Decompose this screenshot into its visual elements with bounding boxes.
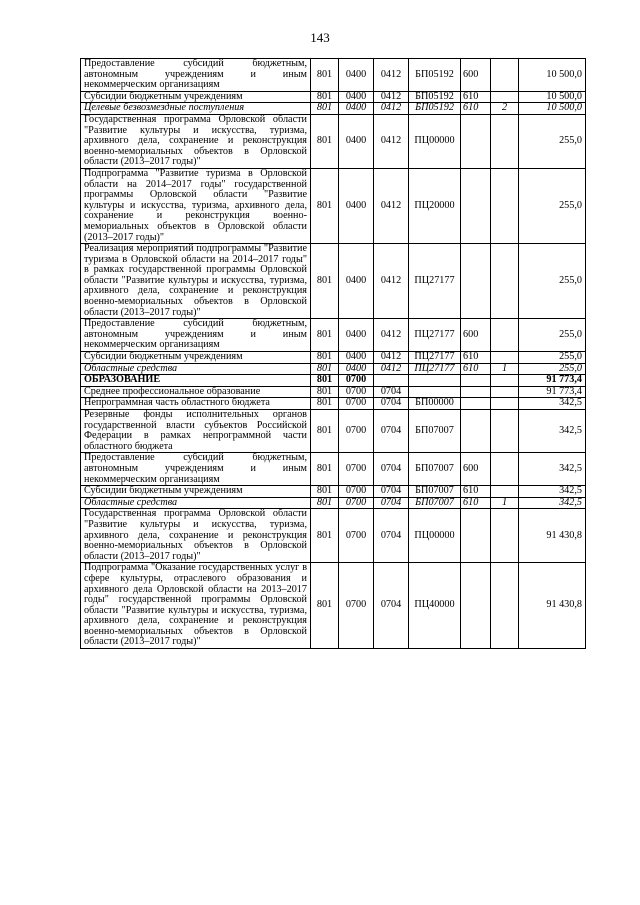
table-row [81, 386, 586, 398]
row-classifier-code [491, 352, 519, 364]
row-target-article: ПЦ40000 [409, 563, 461, 649]
table-row [81, 453, 586, 486]
row-target-article: ПЦ20000 [409, 168, 461, 243]
row-target-article: БП05192 [409, 91, 461, 103]
table-row [81, 410, 586, 453]
row-subsection-code: 0704 [374, 386, 409, 398]
row-subsection-code: 0704 [374, 509, 409, 563]
row-amount: 342,5 [519, 453, 586, 486]
row-section-code: 0700 [339, 563, 374, 649]
row-amount: 255,0 [519, 114, 586, 168]
row-subsection-code: 0704 [374, 453, 409, 486]
row-classifier-code [491, 410, 519, 453]
row-section-code: 0400 [339, 59, 374, 92]
table-row [81, 486, 586, 498]
row-classifier-code [491, 509, 519, 563]
row-amount: 342,5 [519, 486, 586, 498]
row-section-code: 0400 [339, 103, 374, 115]
row-classifier-code [491, 486, 519, 498]
table-row [81, 114, 586, 168]
row-subsection-code: 0704 [374, 410, 409, 453]
budget-table [80, 58, 586, 649]
row-classifier-code [491, 91, 519, 103]
row-target-article: БП00000 [409, 398, 461, 410]
row-expense-type: 610 [461, 103, 491, 115]
row-amount: 255,0 [519, 363, 586, 375]
row-name: Подпрограмма "Развитие туризма в Орловской области на 2014–2017 годы" государственной программы Орловской области "Развитие культуры и искусства, туризма, архивного дела, сохранение и реконструкция военно-мемориальных объектов в Орловской области (2013–2017 годы)" [81, 168, 311, 243]
row-classifier-code [491, 244, 519, 319]
row-department-code: 801 [311, 375, 339, 387]
row-subsection-code: 0412 [374, 363, 409, 375]
row-subsection-code: 0412 [374, 168, 409, 243]
row-amount: 255,0 [519, 244, 586, 319]
row-name: Целевые безвозмездные поступления [81, 103, 311, 115]
row-subsection-code: 0412 [374, 59, 409, 92]
table-row [81, 103, 586, 115]
row-department-code: 801 [311, 59, 339, 92]
row-name: Государственная программа Орловской области "Развитие культуры и искусства, туризма, архивного дела, сохранение и реконструкция военно-мемориальных объектов в Орловской области (2013–2017 годы)" [81, 114, 311, 168]
row-name: Среднее профессиональное образование [81, 386, 311, 398]
table-row [81, 363, 586, 375]
row-department-code: 801 [311, 410, 339, 453]
budget-table-body [81, 59, 586, 649]
table-row [81, 244, 586, 319]
row-target-article [409, 375, 461, 387]
row-section-code: 0700 [339, 410, 374, 453]
row-department-code: 801 [311, 497, 339, 509]
row-name: Государственная программа Орловской области "Развитие культуры и искусства, туризма, архивного дела, сохранение и реконструкция военно-мемориальных объектов в Орловской области (2013–2017 годы)" [81, 509, 311, 563]
row-name: Субсидии бюджетным учреждениям [81, 486, 311, 498]
row-amount: 10 500,0 [519, 103, 586, 115]
row-subsection-code: 0412 [374, 352, 409, 364]
row-amount: 342,5 [519, 398, 586, 410]
row-classifier-code [491, 386, 519, 398]
row-classifier-code [491, 168, 519, 243]
row-name: Субсидии бюджетным учреждениям [81, 91, 311, 103]
row-amount: 91 773,4 [519, 375, 586, 387]
row-subsection-code: 0412 [374, 244, 409, 319]
table-row [81, 375, 586, 387]
row-expense-type [461, 114, 491, 168]
row-name: Областные средства [81, 363, 311, 375]
row-section-code: 0700 [339, 497, 374, 509]
row-classifier-code: 1 [491, 497, 519, 509]
row-expense-type: 600 [461, 453, 491, 486]
row-amount: 342,5 [519, 497, 586, 509]
row-department-code: 801 [311, 453, 339, 486]
table-row [81, 509, 586, 563]
row-expense-type [461, 509, 491, 563]
row-department-code: 801 [311, 319, 339, 352]
row-target-article: ПЦ00000 [409, 509, 461, 563]
row-target-article: ПЦ27177 [409, 319, 461, 352]
row-department-code: 801 [311, 563, 339, 649]
row-classifier-code [491, 375, 519, 387]
row-department-code: 801 [311, 91, 339, 103]
row-amount: 91 773,4 [519, 386, 586, 398]
row-subsection-code: 0704 [374, 398, 409, 410]
table-row [81, 398, 586, 410]
row-amount: 255,0 [519, 352, 586, 364]
row-department-code: 801 [311, 509, 339, 563]
row-expense-type [461, 168, 491, 243]
row-classifier-code: 2 [491, 103, 519, 115]
row-department-code: 801 [311, 352, 339, 364]
row-expense-type [461, 386, 491, 398]
row-name: Субсидии бюджетным учреждениям [81, 352, 311, 364]
row-target-article: ПЦ00000 [409, 114, 461, 168]
table-row [81, 563, 586, 649]
row-section-code: 0400 [339, 352, 374, 364]
row-name: Предоставление субсидий бюджетным, автономным учреждениям и иным некоммерческим организациям [81, 453, 311, 486]
row-amount: 255,0 [519, 319, 586, 352]
row-subsection-code: 0704 [374, 486, 409, 498]
row-name: Непрограммная часть областного бюджета [81, 398, 311, 410]
row-classifier-code [491, 563, 519, 649]
table-row [81, 497, 586, 509]
row-amount: 342,5 [519, 410, 586, 453]
row-expense-type: 600 [461, 319, 491, 352]
row-name: ОБРАЗОВАНИЕ [81, 375, 311, 387]
row-target-article: ПЦ27177 [409, 352, 461, 364]
row-expense-type [461, 410, 491, 453]
row-department-code: 801 [311, 103, 339, 115]
row-name: Реализация мероприятий подпрограммы "Развитие туризма в Орловской области на 2014–2017 годы" в рамках государственной программы Орловской области "Развитие культуры и искусства, туризма, архивного дела, сохранение и реконструкция военно-мемориальных объектов в Орловской области (2013–2017 годы)" [81, 244, 311, 319]
row-target-article: БП07007 [409, 410, 461, 453]
row-department-code: 801 [311, 398, 339, 410]
row-amount: 255,0 [519, 168, 586, 243]
row-department-code: 801 [311, 244, 339, 319]
table-row [81, 319, 586, 352]
row-section-code: 0400 [339, 244, 374, 319]
row-expense-type: 610 [461, 352, 491, 364]
row-target-article: БП07007 [409, 486, 461, 498]
row-department-code: 801 [311, 386, 339, 398]
row-subsection-code: 0412 [374, 91, 409, 103]
row-target-article: БП07007 [409, 497, 461, 509]
row-expense-type [461, 398, 491, 410]
row-subsection-code [374, 375, 409, 387]
row-target-article: ПЦ27177 [409, 363, 461, 375]
row-expense-type: 610 [461, 486, 491, 498]
row-department-code: 801 [311, 168, 339, 243]
row-amount: 10 500,0 [519, 59, 586, 92]
row-name: Предоставление субсидий бюджетным, автономным учреждениям и иным некоммерческим организациям [81, 59, 311, 92]
row-expense-type: 610 [461, 497, 491, 509]
row-name: Подпрограмма "Оказание государственных услуг в сфере культуры, отраслевого образования и архивного дела Орловской области на 2013–2017 годы" государственной программы Орловской области "Развитие культуры и искусства, туризма, архивного дела, сохранение и реконструкция военно-мемориальных объектов в Орловской области (2013–2017 годы)" [81, 563, 311, 649]
row-subsection-code: 0704 [374, 497, 409, 509]
row-department-code: 801 [311, 363, 339, 375]
row-amount: 91 430,8 [519, 509, 586, 563]
row-expense-type [461, 563, 491, 649]
table-row [81, 352, 586, 364]
row-subsection-code: 0412 [374, 319, 409, 352]
row-classifier-code [491, 453, 519, 486]
row-classifier-code [491, 319, 519, 352]
row-target-article [409, 386, 461, 398]
row-amount: 91 430,8 [519, 563, 586, 649]
row-department-code: 801 [311, 114, 339, 168]
row-section-code: 0700 [339, 486, 374, 498]
row-expense-type [461, 375, 491, 387]
row-section-code: 0700 [339, 453, 374, 486]
table-row [81, 91, 586, 103]
row-target-article: БП05192 [409, 103, 461, 115]
row-section-code: 0700 [339, 375, 374, 387]
row-target-article: ПЦ27177 [409, 244, 461, 319]
row-name: Предоставление субсидий бюджетным, автономным учреждениям и иным некоммерческим организациям [81, 319, 311, 352]
row-name: Областные средства [81, 497, 311, 509]
row-expense-type: 600 [461, 59, 491, 92]
row-classifier-code [491, 114, 519, 168]
row-target-article: БП07007 [409, 453, 461, 486]
row-subsection-code: 0412 [374, 103, 409, 115]
row-amount: 10 500,0 [519, 91, 586, 103]
page-number: 143 [310, 30, 330, 45]
table-row [81, 168, 586, 243]
row-section-code: 0700 [339, 509, 374, 563]
row-expense-type: 610 [461, 363, 491, 375]
row-expense-type [461, 244, 491, 319]
row-classifier-code [491, 398, 519, 410]
row-section-code: 0700 [339, 386, 374, 398]
row-section-code: 0400 [339, 319, 374, 352]
row-section-code: 0400 [339, 91, 374, 103]
row-section-code: 0400 [339, 114, 374, 168]
row-expense-type: 610 [461, 91, 491, 103]
row-section-code: 0400 [339, 168, 374, 243]
row-classifier-code [491, 59, 519, 92]
row-subsection-code: 0704 [374, 563, 409, 649]
table-row [81, 59, 586, 92]
row-target-article: БП05192 [409, 59, 461, 92]
row-section-code: 0400 [339, 363, 374, 375]
row-classifier-code: 1 [491, 363, 519, 375]
row-section-code: 0700 [339, 398, 374, 410]
row-subsection-code: 0412 [374, 114, 409, 168]
row-name: Резервные фонды исполнительных органов государственной власти субъектов Российской Федерации в рамках непрограммной части областного бюджета [81, 410, 311, 453]
row-department-code: 801 [311, 486, 339, 498]
